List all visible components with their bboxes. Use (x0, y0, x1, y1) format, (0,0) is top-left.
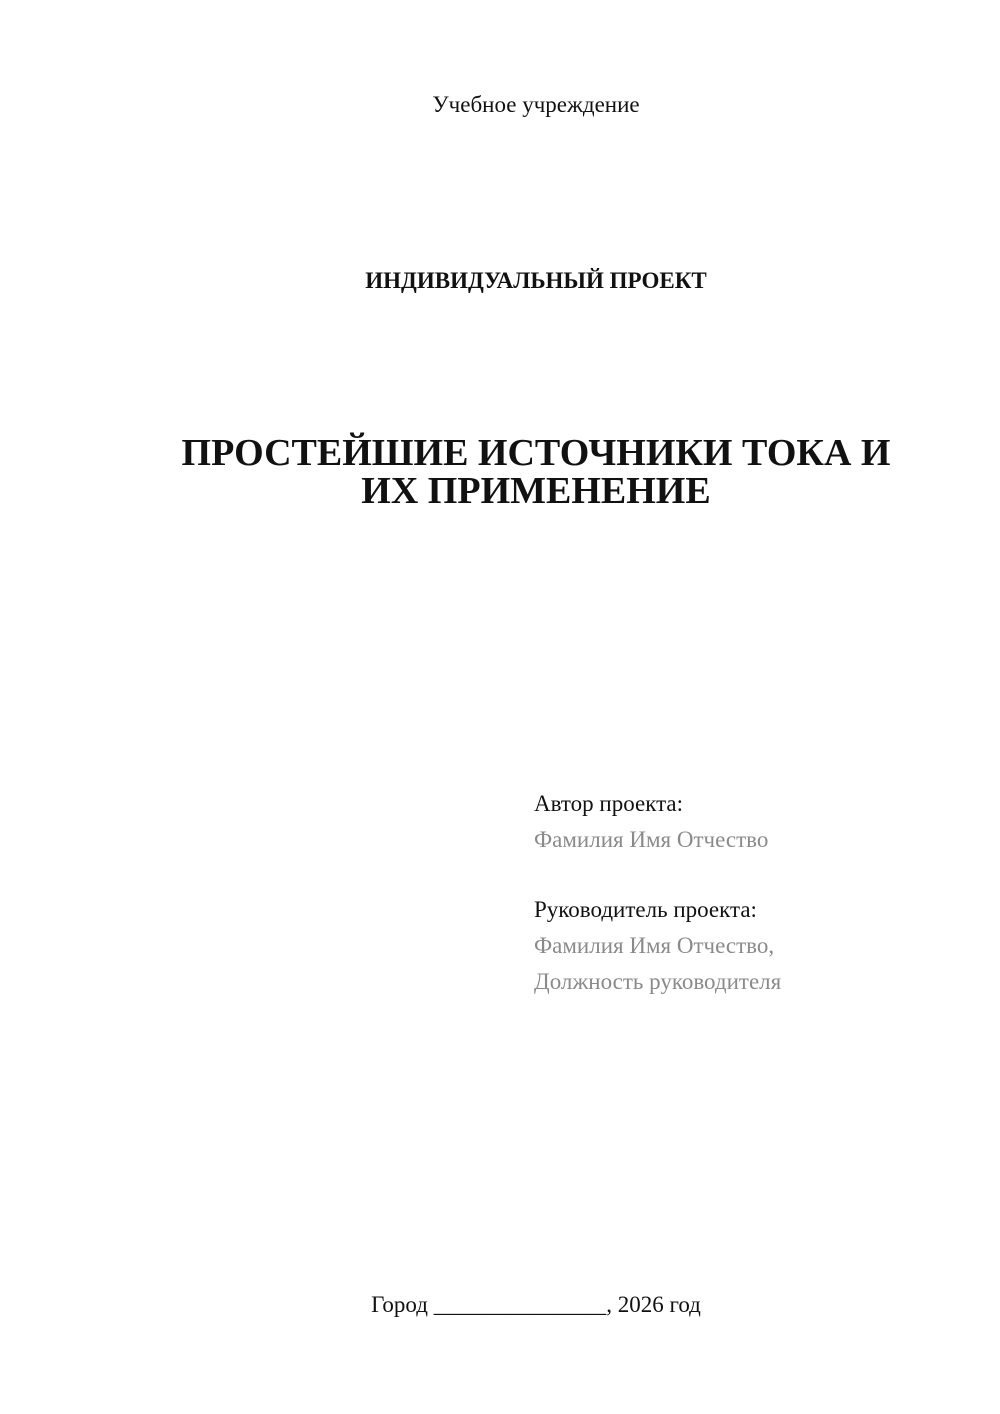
project-title-line-2: ИХ ПРИМЕНЕНИЕ (361, 470, 711, 512)
institution-name: Учебное учреждение (432, 92, 640, 117)
supervisor-name-placeholder: Фамилия Имя Отчество, (534, 933, 775, 958)
author-label: Автор проекта: (534, 791, 683, 816)
supervisor-label: Руководитель проекта: (534, 897, 757, 922)
project-title (0, 434, 1000, 510)
credits-spacer (534, 858, 974, 892)
project-title-line-1: ПРОСТЕЙШИЕ ИСТОЧНИКИ ТОКА И (181, 432, 891, 474)
credits-block (534, 786, 974, 1000)
project-type-heading: ИНДИВИДУАЛЬНЫЙ ПРОЕКТ (365, 268, 707, 293)
city-year-line: Город _______________, 2026 год (371, 1292, 701, 1317)
supervisor-position-placeholder: Должность руководителя (534, 969, 782, 994)
author-name-placeholder: Фамилия Имя Отчество (534, 827, 769, 852)
